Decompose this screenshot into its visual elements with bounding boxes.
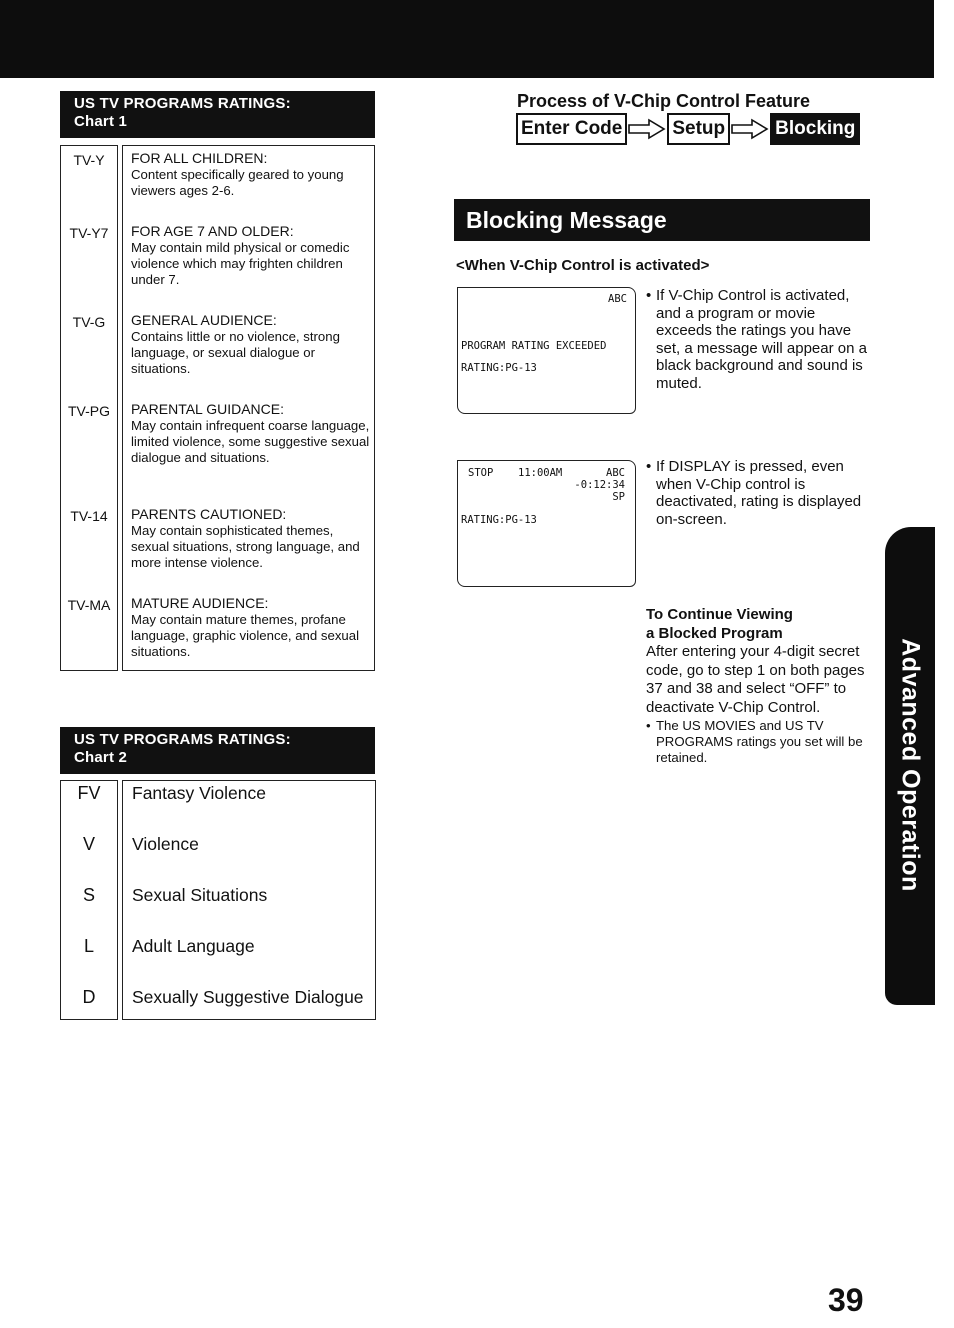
rating-code: TV-Y — [73, 152, 105, 168]
content-code: D — [82, 987, 96, 1007]
screen-rating: RATING:PG-13 — [461, 362, 537, 374]
activated-subheading: <When V-Chip Control is activated> — [456, 257, 710, 274]
rating-text: Contains little or no violence, strong language, or sexual dialogue or situations. — [131, 329, 340, 376]
rating-title: PARENTS CAUTIONED: — [131, 506, 287, 522]
rating-code: TV-PG — [67, 403, 110, 419]
rating-description — [131, 223, 371, 288]
screen-channel: ABC — [606, 467, 625, 479]
chart2-table — [60, 780, 376, 1020]
blocking-step: Blocking — [770, 113, 860, 145]
blocked-screen-illustration — [457, 287, 636, 414]
side-tab-label: Advanced Operation — [896, 638, 925, 892]
bullet-glyph: • — [646, 718, 651, 733]
rating-text: May contain infrequent coarse language, limited violence, some suggestive sexual dialogue and situations. — [131, 418, 370, 465]
content-code: L — [83, 936, 94, 956]
bullet-glyph: • — [646, 458, 652, 475]
rating-description — [131, 312, 371, 377]
rating-text: Content specifically geared to young viewers ages 2-6. — [131, 167, 344, 198]
top-band — [0, 0, 934, 78]
screen-message: PROGRAM RATING EXCEEDED — [461, 340, 607, 352]
chart1-subtitle: Chart 1 — [74, 113, 128, 130]
continue-subtitle: a Blocked Program — [646, 624, 783, 642]
screen-time: 11:00AM — [518, 467, 563, 479]
continue-viewing-section — [646, 606, 876, 766]
content-description: Adult Language — [132, 936, 255, 956]
screen-channel: ABC — [608, 293, 627, 305]
chart2-title: US TV PROGRAMS RATINGS: — [74, 731, 291, 748]
rating-title: FOR AGE 7 AND OLDER: — [131, 223, 294, 239]
process-flow — [516, 113, 860, 145]
rating-description — [131, 401, 371, 466]
setup-step: Setup — [667, 113, 730, 145]
continue-note — [646, 718, 876, 766]
note-text: The US MOVIES and US TV PROGRAMS ratings you set will be retained. — [656, 718, 863, 765]
process-title: Process of V-Chip Control Feature — [517, 91, 811, 111]
bullet-text: If DISPLAY is pressed, even when V-Chip control is deactivated, rating is displayed on-screen. — [656, 458, 862, 528]
bullet-blocked-message — [646, 287, 871, 393]
blocking-message-header: Blocking Message — [454, 199, 870, 241]
rating-description — [131, 150, 371, 199]
bullet-display-rating — [646, 458, 874, 528]
enter-code-step: Enter Code — [516, 113, 627, 145]
rating-title: FOR ALL CHILDREN: — [131, 150, 268, 166]
content-code: S — [82, 885, 95, 905]
continue-title: To Continue Viewing — [646, 606, 793, 623]
rating-code: TV-G — [72, 314, 106, 330]
chart2-subtitle: Chart 2 — [74, 749, 128, 766]
rating-title: MATURE AUDIENCE: — [131, 595, 269, 611]
content-description: Sexually Suggestive Dialogue — [132, 987, 364, 1007]
chart1-header — [60, 91, 375, 138]
content-description: Sexual Situations — [132, 885, 268, 905]
rating-text: May contain sophisticated themes, sexual situations, strong language, and more intense violence. — [131, 523, 360, 570]
continue-body: After entering your 4-digit secret code, go to step 1 on both pages 37 and 38 and select “OFF” to deactivate V-Chip Control. — [646, 643, 865, 716]
chart1-table — [60, 145, 375, 671]
chart2-header — [60, 727, 375, 774]
section-side-tab — [885, 527, 935, 1005]
screen-rating: RATING:PG-13 — [461, 514, 537, 526]
arrow-right-icon — [730, 117, 770, 141]
bullet-text: If V-Chip Control is activated, and a program or movie exceeds the ratings you have set, a message will appear on a black background and sound is muted. — [656, 287, 867, 392]
rating-description — [131, 595, 371, 660]
rating-code: TV-Y7 — [69, 225, 109, 241]
screen-counter: -0:12:34 — [574, 479, 625, 491]
display-screen-illustration — [457, 460, 636, 587]
content-description: Violence — [132, 834, 199, 854]
chart1-title: US TV PROGRAMS RATINGS: — [74, 95, 291, 112]
arrow-right-icon — [627, 117, 667, 141]
rating-code: TV-14 — [70, 508, 108, 524]
content-code: V — [82, 834, 95, 854]
content-description: Fantasy Violence — [132, 783, 266, 803]
screen-speed: SP — [612, 491, 625, 503]
rating-title: GENERAL AUDIENCE: — [131, 312, 277, 328]
rating-text: May contain mature themes, profane language, graphic violence, and sexual situations. — [131, 612, 360, 659]
bullet-glyph: • — [646, 287, 652, 304]
content-code: FV — [77, 783, 101, 803]
screen-status: STOP — [468, 467, 494, 479]
page-number: 39 — [828, 1282, 864, 1318]
rating-description — [131, 506, 371, 571]
rating-text: May contain mild physical or comedic violence which may frighten children under 7. — [131, 240, 350, 287]
rating-title: PARENTAL GUIDANCE: — [131, 401, 284, 417]
rating-code: TV-MA — [67, 597, 111, 613]
